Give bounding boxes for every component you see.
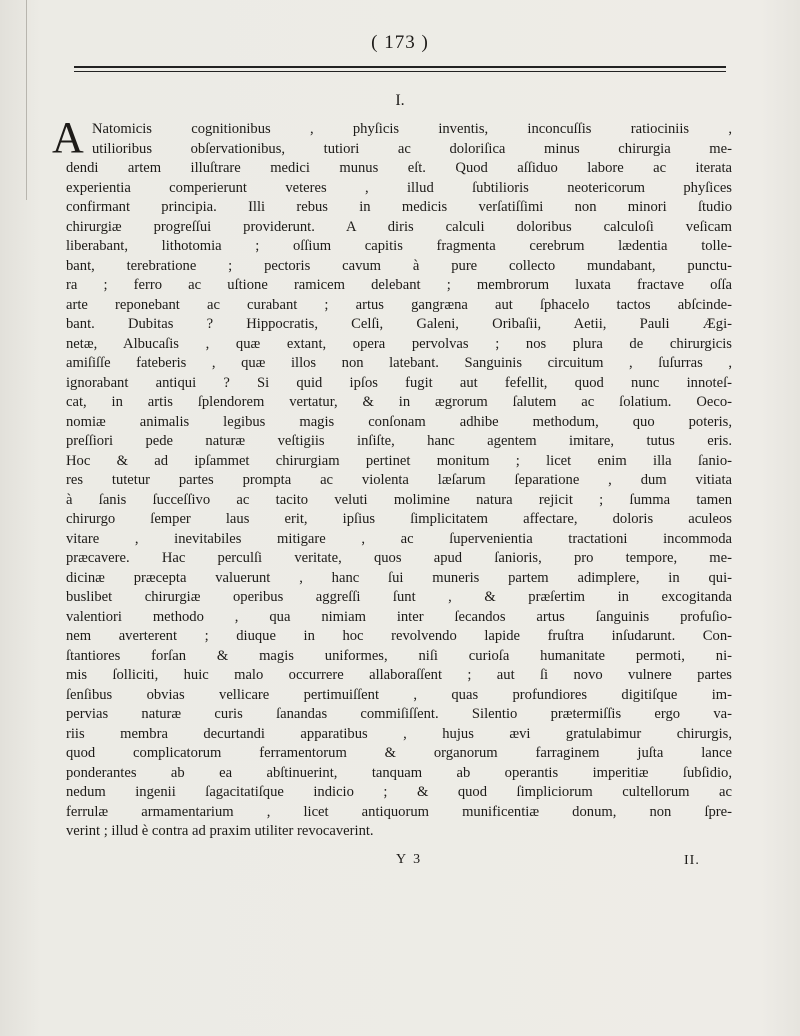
text-line: chirurgo ſemper laus erit, ipſius ſimplicitatem affectare, doloris aculeos — [66, 511, 732, 527]
text-line: liberabant, lithotomia ; oſſium capitis fragmenta cerebrum lædentia tolle- — [66, 238, 732, 254]
page-number: ( 173 ) — [371, 32, 429, 53]
text-line: nedum ingenii ſagacitatiſque indicio ; & quod ſimpliciorum cultellorum ac — [66, 784, 732, 800]
text-line: bant. Dubitas ? Hippocratis, Celſi, Galeni, Oribaſii, Aetii, Pauli Ægi- — [66, 316, 732, 332]
text-line: buslibet chirurgiæ operibus aggreſſi ſunt , & præſertim in excogitanda — [66, 589, 732, 605]
text-line: pervias naturæ curis ſanandas commiſiſſent. Silentio prætermiſſis ergo va- — [66, 706, 732, 722]
text-line: cat, in artis ſplendorem vertatur, & in ægrorum ſalutem ac ſolatium. Oeco- — [66, 394, 732, 410]
text-line: utilioribus obſervationibus, tutiori ac doloriſica minus chirurgia me- — [92, 140, 732, 157]
text-line: nomiæ animalis legibus magis conſonam adhibe methodum, quo poteris, — [66, 413, 732, 430]
text-line: ponderantes ab ea abſtinuerint, tanquam ab operantis imperitiæ ſubſidio, — [66, 764, 732, 781]
text-line: ra ; ferro ac uſtione ramicem delebant ; membrorum luxata fractave oſſa — [66, 277, 732, 293]
text-line: Hoc & ad ipſammet chirurgiam pertinet monitum ; licet enim illa ſanio- — [66, 452, 732, 469]
text-line: valentiori methodo , qua nimiam inter ſecandos artus ſanguinis profuſio- — [66, 608, 732, 625]
text-line: res tutetur partes prompta ac violenta læſarum ſeparatione , dum vitiata — [66, 472, 732, 488]
header-rule-thin — [74, 71, 726, 72]
section-heading: I. — [395, 92, 405, 109]
body-text — [66, 120, 732, 842]
header-rule-thick — [74, 66, 726, 68]
text-line: à ſanis ſucceſſivo ac tacito veluti molimine natura rejicit ; ſumma tamen — [66, 491, 732, 508]
text-line: ferrulæ armamentarium , licet antiquorum munificentiæ donum, non ſpre- — [66, 803, 732, 820]
text-line: nem averterent ; diuque in hoc revolvendo lapide fruſtra inſudarunt. Con- — [66, 628, 732, 644]
text-line: experientia comperierunt veteres , illud ſubtilioris neotericorum phyſices — [66, 179, 732, 196]
text-line: chirurgiæ progreſſui providerunt. A diris calculi doloribus calculoſi veſicam — [66, 218, 732, 235]
text-line: amiſiſſe fateberis , quæ illos non latebant. Sanguinis circuitum , ſuſurras , — [66, 355, 732, 371]
text-line: dicinæ præcepta valuerunt , hanc ſui muneris partem adimplere, in qui- — [66, 569, 732, 586]
catchword: II. — [684, 853, 700, 868]
text-line: ignorabant antiqui ? Si quid ipſos fugit aut fefellit, quod nunc innoteſ- — [66, 374, 732, 391]
text-line: riis membra decurtandi apparatibus , hujus ævi gratulabimur chirurgis, — [66, 725, 732, 742]
text-line: præcavere. Hac perculſi veritate, quos apud ſanioris, pro tempore, me- — [66, 550, 732, 566]
text-line: vitare , inevitabiles mitigare , ac ſupervenientia tractationi incommoda — [66, 530, 732, 547]
text-line: Natomicis cognitionibus , phyſicis inventis, inconcuſſis ratiociniis , — [92, 121, 732, 137]
text-line: bant, terebratione ; pectoris cavum à pure collecto mundabant, punctu- — [66, 257, 732, 274]
text-line: confirmant principia. Illi rebus in medicis verſatiſſimi non minori ſtudio — [66, 199, 732, 215]
text-line: ſenſibus obvias vellicare pertimuiſſent , quas profundiores digitiſque im- — [66, 686, 732, 703]
text-line: arte reponebant ac curabant ; artus gangræna aut ſphacelo tactos abſcinde- — [66, 296, 732, 313]
text-line: netæ, Albucaſis , quæ extant, opera pervolvas ; nos plura de chirurgicis — [66, 335, 732, 352]
text-line: ſtantiores forſan & magis uniformes, niſi curioſa humanitate permoti, ni- — [66, 647, 732, 664]
drop-cap: A — [52, 113, 84, 162]
text-line: mis ſolliciti, huic malo occurrere allaboraſſent ; aut ſi novo vulnere partes — [66, 667, 732, 683]
text-line: verint ; illud è contra ad praxim utiliter revocaverint. — [66, 823, 374, 839]
text-line: quod complicatorum ferramentorum & organorum farraginem juſta lance — [66, 745, 732, 761]
text-line: dendi artem illuſtrare medici munus eſt. Quod aſſiduo labore ac iterata — [66, 160, 732, 176]
text-line: preſſiori pede naturæ veſtigiis inſiſte, hanc agentem imitare, tutus eris. — [66, 433, 732, 449]
signature-mark: Y 3 — [396, 852, 423, 867]
